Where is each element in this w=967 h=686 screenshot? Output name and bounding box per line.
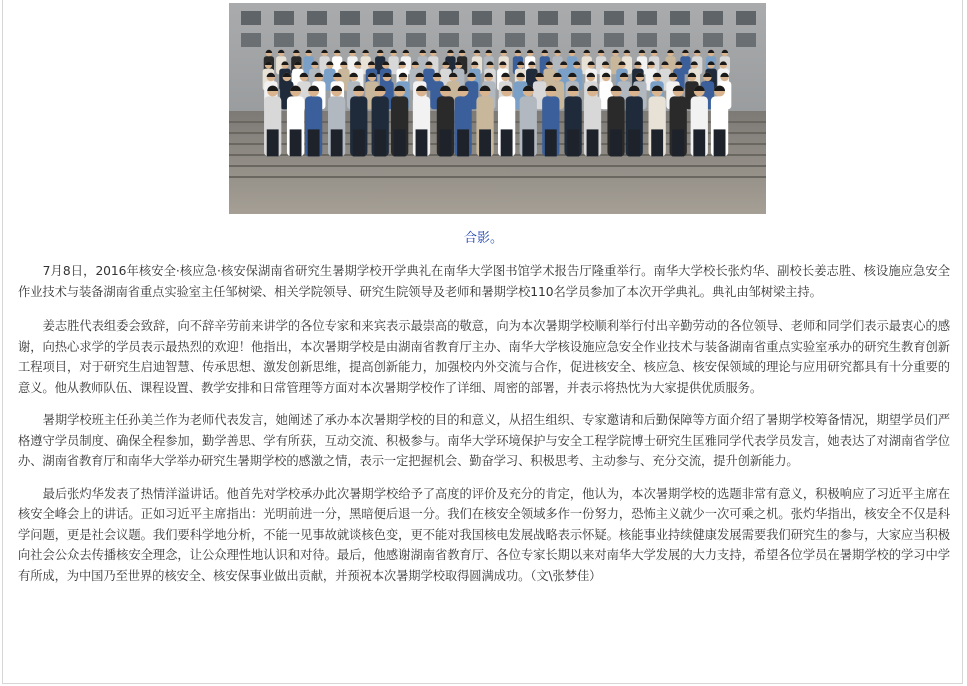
photo-caption: 合影。 xyxy=(463,231,503,246)
article-paragraph-1: 7月8日，2016年核安全·核应急·核安保湖南省研究生暑期学校开学典礼在南华大学图书馆学术报告厅隆重举行。南华大学校长张灼华、副校长姜志胜、核设施应急安全作业技术与装备湖南省重点实验室主任邹树梁、相关学院领导、研究生院领导及老师和暑期学校110名学员参加了本次开学典礼。典礼由邹树梁主持。 xyxy=(18,264,950,299)
article-paragraph-2: 姜志胜代表组委会致辞，向不辞辛劳前来讲学的各位专家和来宾表示最崇高的敬意，向为本次暑期学校顺利举行付出辛勤劳动的各位领导、老师和同学们表示最衷心的感谢，向热心求学的学员表示最热烈的欢迎！他指出，本次暑期学校是由湖南省教育厅主办、南华大学核设施应急安全作业技术与装备湖南省重点实验室承办的研究生教育创新工程项目，对于研究生启迪智慧、传承思想、激发创新思维，提高创新能力，加强校内外交流与合作，促进核安全、核应急、核安保领域的理论与应用研究都具有十分重要的意义。他从教师队伍、课程设置、教学安排和日常管理等方面对本次暑期学校作了详细、周密的部署，并表示将热忱为大家提供优质服务。 xyxy=(18,319,950,395)
article-paragraph-4: 最后张灼华发表了热情洋溢讲话。他首先对学校承办此次暑期学校给予了高度的评价及充分的肯定，他认为，本次暑期学校的选题非常有意义，积极响应了习近平主席在核安全峰会上的讲话。正如习近平主席指出：光明前进一分，黑暗便后退一分。我们在核安全领域多作一份努力，恐怖主义就少一次可乘之机。张灼华指出，核安全不仅是科学问题，更是社会议题。我们要科学地分析，不能一见事故就谈核色变，更不能对我国核电发展战略表示怀疑。核能事业持续健康发展需要我们研究生的参与，大家应当积极向社会公众去传播核安全理念，让公众理性地认识和对待。最后，他感谢湖南省教育厅、各位专家长期以来对南华大学发展的大力支持，希望各位学员在暑期学校的学习中学有所成，为中国乃至世界的核安全、核安保事业做出贡献，并预祝本次暑期学校取得圆满成功。（文\张梦佳） xyxy=(18,486,950,583)
article-paragraph-3: 暑期学校班主任孙美兰作为老师代表发言，她阐述了承办本次暑期学校的目的和意义，从招生组织、专家邀请和后勤保障等方面介绍了暑期学校筹备情况，期望学员们严格遵守学员制度、确保全程参加，勤学善思、学有所获，互动交流、积极参与。南华大学环境保护与安全工程学院博士研究生匡雅同学代表学员发言，她表达了对湖南省学位办、湖南省教育厅和南华大学举办研究生暑期学校的感激之情，表示一定把握机会、勤奋学习、积极思考、主动参与、充分交流，提升创新能力。 xyxy=(18,413,950,468)
group-photo xyxy=(229,3,766,214)
group-photo-image xyxy=(229,3,766,214)
article-body xyxy=(18,261,950,598)
